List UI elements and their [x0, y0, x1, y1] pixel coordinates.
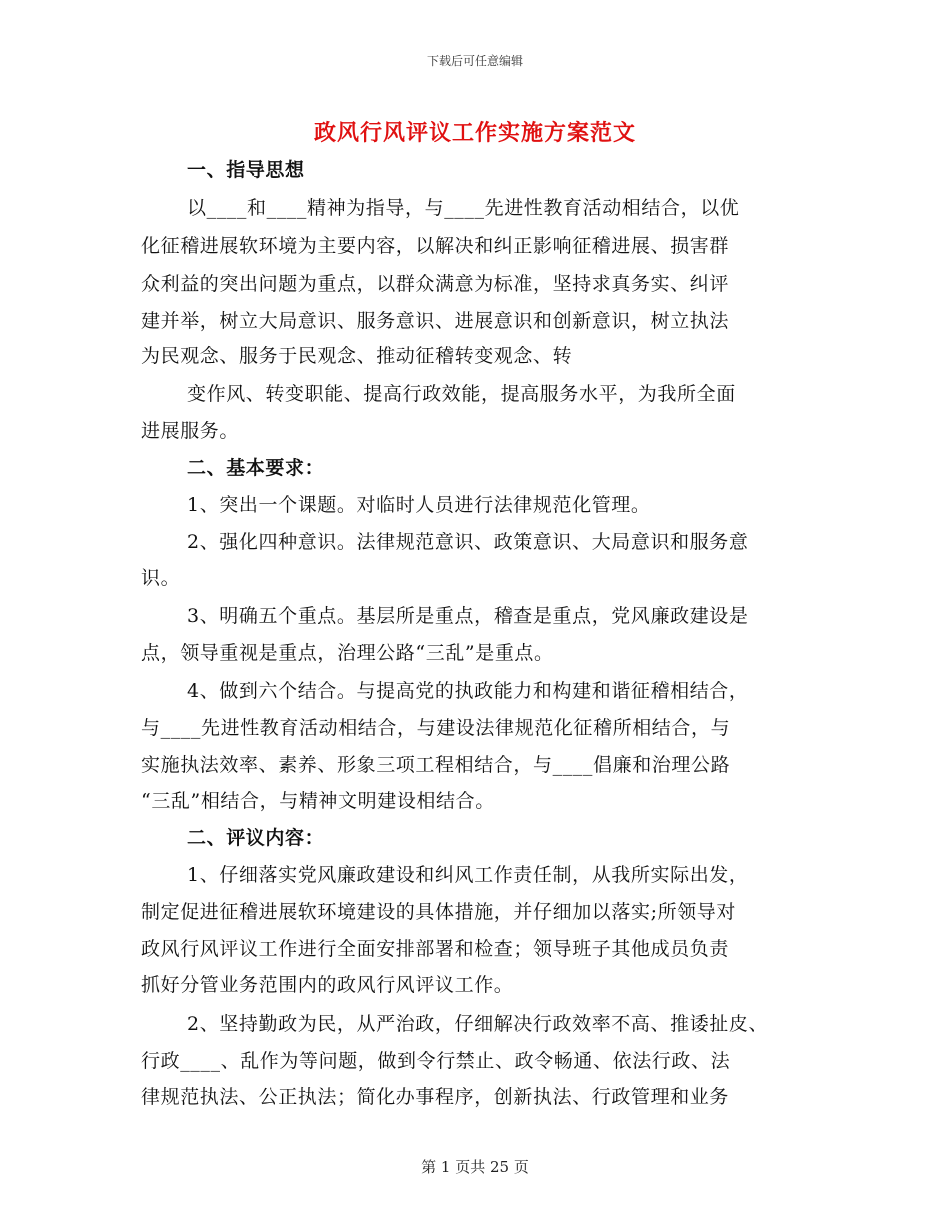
- paragraph-line: 与____先进性教育活动相结合，与建设法律规范化征稽所相结合，与: [141, 717, 731, 739]
- paragraph-line: 抓好分管业务范围内的政风行风评议工作。: [141, 974, 514, 996]
- paragraph-line: 4、做到六个结合。与提高党的执政能力和构建和谐征稽相结合，: [187, 680, 749, 702]
- page-header-note: 下载后可任意编辑: [426, 54, 523, 68]
- paragraph-line: 1、突出一个课题。对临时人员进行法律规范化管理。: [187, 494, 651, 516]
- page-footer-number: 第 1 页共 25 页: [421, 1158, 529, 1176]
- paragraph-line: 3、明确五个重点。基层所是重点，稽查是重点，党风廉政建设是: [187, 605, 749, 627]
- section-heading: 一、指导思想: [187, 159, 305, 181]
- document-title: 政风行风评议工作实施方案范文: [313, 120, 636, 146]
- paragraph-line: “三乱”相结合，与精神文明建设相结合。: [141, 790, 495, 812]
- paragraph-line: 2、坚持勤政为民，从严治政，仔细解决行政效率不高、推诿扯皮、: [187, 1013, 769, 1035]
- paragraph-line: 变作风、转变职能、提高行政效能，提高服务水平，为我所全面: [187, 383, 736, 405]
- section-heading: 二、基本要求：: [187, 457, 325, 479]
- paragraph-line: 为民观念、服务于民观念、推动征稽转变观念、转: [141, 345, 573, 367]
- paragraph-line: 政风行风评议工作进行全面安排部署和检查；领导班子其他成员负责: [141, 938, 730, 960]
- paragraph-line: 以____和____精神为指导，与____先进性教育活动相结合，以优: [187, 197, 740, 219]
- paragraph-line: 识。: [141, 567, 181, 589]
- paragraph-line: 建并举，树立大局意识、服务意识、进展意识和创新意识，树立执法: [141, 310, 730, 332]
- paragraph-line: 化征稽进展软环境为主要内容，以解决和纠正影响征稽进展、损害群: [141, 235, 730, 257]
- paragraph-line: 进展服务。: [141, 420, 240, 442]
- paragraph-line: 众利益的突出问题为重点，以群众满意为标准，坚持求真务实、纠评: [141, 273, 730, 295]
- paragraph-line: 实施执法效率、素养、形象三项工程相结合，与____倡廉和治理公路: [141, 754, 731, 776]
- paragraph-line: 行政____、乱作为等问题，做到令行禁止、政令畅通、依法行政、法: [141, 1050, 731, 1072]
- paragraph-line: 律规范执法、公正执法；简化办事程序，创新执法、行政管理和业务: [141, 1086, 730, 1108]
- paragraph-line: 2、强化四种意识。法律规范意识、政策意识、大局意识和服务意: [187, 531, 749, 553]
- paragraph-line: 点，领导重视是重点，治理公路“三乱”是重点。: [141, 642, 554, 664]
- section-heading: 二、评议内容：: [187, 827, 325, 849]
- paragraph-line: 制定促进征稽进展软环境建设的具体措施，并仔细加以落实;所领导对: [141, 901, 737, 923]
- paragraph-line: 1、仔细落实党风廉政建设和纠风工作责任制，从我所实际出发，: [187, 864, 749, 886]
